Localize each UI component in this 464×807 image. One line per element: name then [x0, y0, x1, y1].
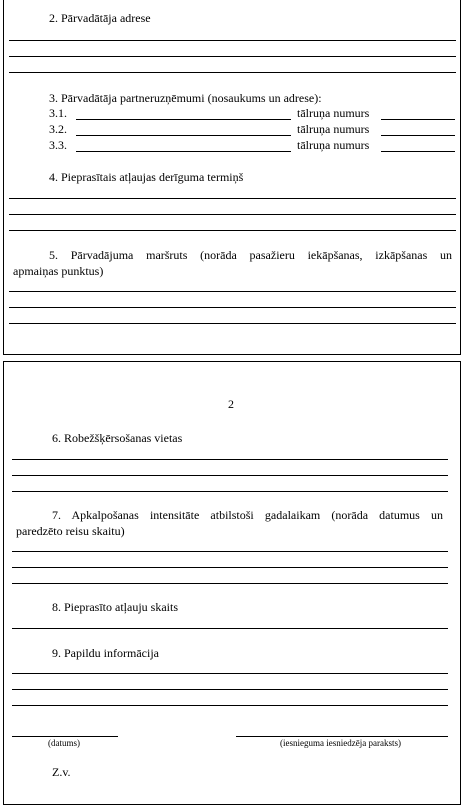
item-3-2-name-line[interactable] [76, 135, 291, 136]
item-9-line-3[interactable] [12, 705, 448, 706]
item-9-line-2[interactable] [12, 689, 448, 690]
page-number: 2 [228, 397, 234, 411]
item-4-line-3[interactable] [9, 230, 456, 231]
date-label: (datums) [48, 738, 80, 748]
item-8-line-1[interactable] [12, 628, 448, 629]
item-4-line-1[interactable] [9, 198, 456, 199]
item-3-1-label: 3.1. [49, 106, 67, 120]
item-5-line-3[interactable] [9, 323, 456, 324]
form-page-2-panel [3, 361, 461, 805]
item-2-line-2[interactable] [9, 56, 456, 57]
item-2-line-3[interactable] [9, 72, 456, 73]
item-9-label: 9. Papildu informācija [52, 646, 159, 660]
item-3-1-phone-line[interactable] [381, 119, 455, 120]
item-3-3-name-line[interactable] [76, 151, 291, 152]
item-3-1-phone-label: tālruņa numurs [297, 106, 370, 120]
item-2-line-1[interactable] [9, 40, 456, 41]
item-4-line-2[interactable] [9, 214, 456, 215]
item-8-label: 8. Pieprasīto atļauju skaits [52, 600, 178, 614]
stamp-label: Z.v. [52, 765, 71, 779]
item-3-1-name-line[interactable] [76, 119, 291, 120]
item-7-line-2[interactable] [12, 567, 448, 568]
item-9-line-1[interactable] [12, 673, 448, 674]
date-line[interactable] [12, 736, 118, 737]
item-4-label: 4. Pieprasītais atļaujas derīguma termiņš [49, 170, 244, 184]
item-5-label-line-1: 5. Pārvadājuma maršruts (norāda pasažieru iekāpšanas, izkāpšanas un [49, 248, 452, 262]
item-2-label: 2. Pārvadātāja adrese [49, 11, 151, 25]
item-3-3-label: 3.3. [49, 138, 67, 152]
item-3-2-label: 3.2. [49, 122, 67, 136]
item-3-3-phone-line[interactable] [381, 151, 455, 152]
item-7-line-1[interactable] [12, 551, 448, 552]
item-7-label-line-2: paredzēto reisu skaitu) [16, 524, 125, 538]
item-7-line-3[interactable] [12, 583, 448, 584]
item-5-line-1[interactable] [9, 291, 456, 292]
item-3-label: 3. Pārvadātāja partneruzņēmumi (nosaukums un adrese): [49, 91, 322, 105]
item-3-2-phone-line[interactable] [381, 135, 455, 136]
item-7-label-line-1: 7. Apkalpošanas intensitāte atbilstoši gadalaikam (norāda datumus un [52, 508, 443, 522]
form-page-1-panel [3, 0, 461, 355]
signature-line[interactable] [236, 736, 448, 737]
item-6-label: 6. Robežšķērsošanas vietas [52, 431, 183, 445]
item-5-line-2[interactable] [9, 307, 456, 308]
item-3-3-phone-label: tālruņa numurs [297, 138, 370, 152]
item-3-2-phone-label: tālruņa numurs [297, 122, 370, 136]
item-6-line-1[interactable] [12, 459, 448, 460]
item-6-line-3[interactable] [12, 491, 448, 492]
item-5-label-line-2: apmaiņas punktus) [13, 264, 104, 278]
item-6-line-2[interactable] [12, 475, 448, 476]
signature-label: (iesnieguma iesniedzēja paraksts) [280, 738, 401, 748]
